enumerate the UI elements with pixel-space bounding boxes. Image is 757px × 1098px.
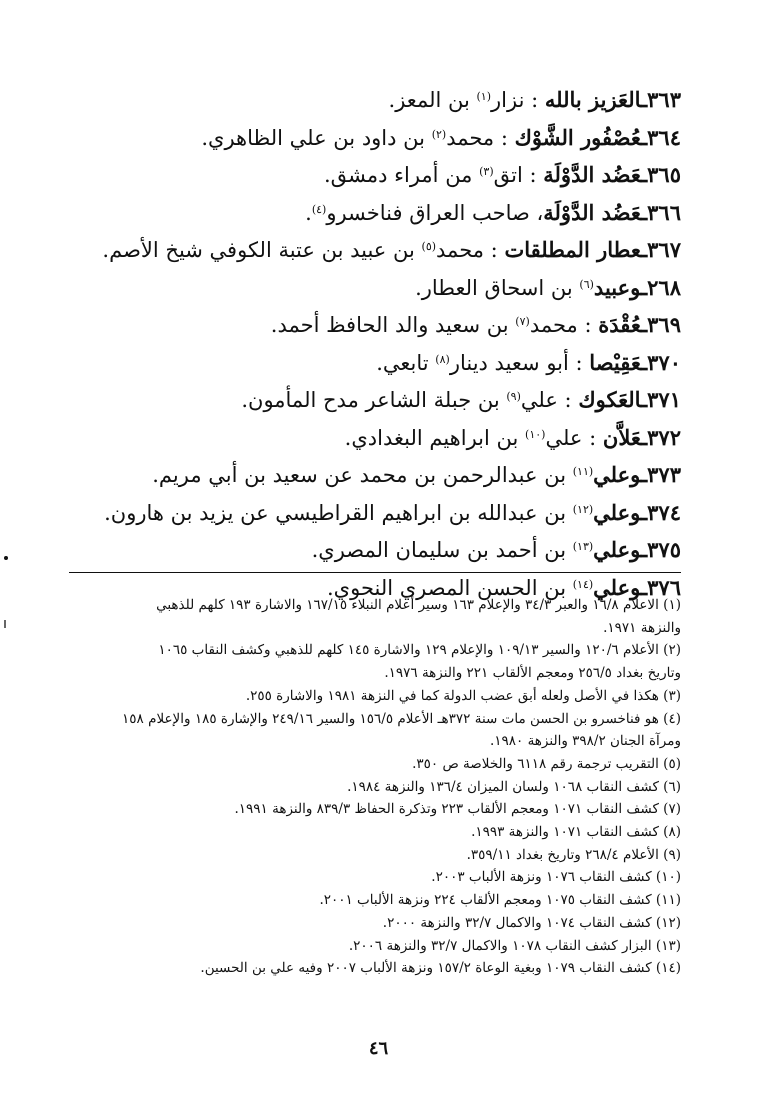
entry-number: ٣٧٠ـ (641, 349, 681, 375)
entry-text-before: صاحب العراق فناخسرو (326, 200, 530, 225)
entry-list (101, 78, 681, 603)
footnote-marker: (٧) (515, 315, 530, 328)
footnote-line: (٥) التقريب ترجمة رقم ٦١١٨ والخلاصة ص ٣٥٠. (412, 755, 681, 772)
footnote-marker: (١٠) (525, 427, 546, 441)
entry-text-before: أبو سعيد دينار (449, 350, 569, 375)
entry-text-after: . (305, 200, 312, 225)
entry-line (101, 78, 681, 116)
footnote-marker: (٤) (311, 202, 327, 216)
entry-text-before: علي (520, 388, 558, 412)
footnote-marker: (٨) (435, 352, 450, 366)
entry-text-after: بن سعيد والد الحافظ أحمد. (270, 313, 516, 337)
entry-line (101, 528, 681, 566)
entry-name: وعلي (593, 499, 641, 525)
entry-separator: : (577, 313, 599, 337)
footnote-line: (١٣) البزار كشف النقاب ١٠٧٨ والاكمال ٣٢/٧ والنزهة ٢٠٠٦. (348, 937, 681, 954)
margin-dot (4, 556, 8, 560)
footnote-marker: (٦) (579, 277, 594, 291)
footnote-line: (١٠) كشف النقاب ١٠٧٦ ونزهة الألباب ٢٠٠٣. (431, 869, 681, 886)
entry-separator: : (484, 238, 505, 262)
entry-text-before: محمد (529, 313, 578, 337)
entry-text-before: علي (545, 425, 583, 450)
entry-name: العَزيز بالله (544, 87, 641, 112)
entry-number: ٣٧١ـ (641, 387, 681, 412)
footnote-list (69, 594, 681, 980)
entry-line (101, 228, 681, 266)
entry-text-after: بن الحسن المصري النحوي. (326, 575, 573, 600)
entry-separator: : (568, 350, 590, 375)
entry-number: ٣٧٣ـ (641, 462, 681, 487)
footnote-line: ومرآة الجنان ٣٩٨/٢ والنزهة ١٩٨٠. (489, 733, 681, 750)
entry-text-after: بن المعز. (388, 88, 477, 112)
entry-name: عُقْدَة (598, 312, 641, 337)
footnote-marker: (١٤) (572, 577, 594, 591)
entry-separator: : (522, 163, 544, 187)
footnote-line: (١٤) كشف النقاب ١٠٧٩ وبغية الوعاة ١٥٧/٢ ونزهة الألباب ٢٠٠٧ وفيه علي بن الحسين. (200, 960, 681, 977)
entry-line (101, 378, 681, 416)
footnote-marker: (١) (476, 90, 492, 103)
footnote-line: (٦) كشف النقاب ١٠٦٨ ولسان الميزان ١٣٦/٤ والنزهة ١٩٨٤. (347, 778, 681, 795)
footnote-line: (٢) الأعلام ١٢٠/٦ والسير ١٠٩/١٣ والإعلام ١٢٩ والاشارة ١٤٥ كلهم للذهبي وكشف النقاب ١٠٦٥ (158, 642, 681, 659)
footnote-line: (٣) هكذا في الأصل ولعله أبق عضب الدولة كما في النزهة ١٩٨١ والاشارة ٢٥٥. (245, 687, 681, 704)
entry-name: عَلاَّن (602, 424, 641, 450)
entry-text-after: بن ابراهيم البغدادي. (344, 425, 526, 450)
entry-name: عطار المطلقات (504, 237, 641, 262)
footnote-line: والنزهة ١٩٧١. (603, 619, 681, 636)
page-number: ٤٦ (368, 1038, 389, 1059)
entry-name: عَضُد الدَّوْلَة (543, 162, 641, 187)
entry-name: عَضُد الدَّوْلَة (543, 199, 641, 225)
entry-number: ٣٧٥ـ (641, 537, 681, 562)
footnote-line: (١٢) كشف النقاب ١٠٧٤ والاكمال ٣٢/٧ والنزهة ٢٠٠٠. (382, 914, 681, 931)
footnote-line: (١١) كشف النقاب ١٠٧٥ ومعجم الألقاب ٢٢٤ ونزهة الألباب ٢٠٠١. (319, 892, 681, 909)
footnote-marker: (٩) (506, 390, 521, 403)
entry-text-before: محمد (446, 125, 495, 150)
entry-line (101, 266, 681, 304)
entry-number: ٣٦٥ـ (641, 162, 681, 187)
entry-text-after: بن عبيد بن عتبة الكوفي شيخ الأصم. (102, 238, 422, 262)
entry-number: ٣٦٩ـ (641, 312, 681, 337)
entry-text-after: بن جبلة الشاعر مدح المأمون. (241, 388, 507, 412)
footnote-line: (٤) هو فناخسرو بن الحسن مات سنة ٣٧٢هـ الأعلام ١٥٦/٥ والسير ٢٤٩/١٦ والإشارة ١٨٥ والإعلام ١٥٨ (122, 710, 681, 727)
entry-number: ٣٦٣ـ (641, 87, 681, 112)
entry-name: العَكوك (578, 387, 641, 412)
entry-number: ٣٧٤ـ (641, 499, 681, 525)
footnote-marker: (٥) (421, 240, 437, 253)
entry-number: ٢٦٨ـ (641, 274, 681, 300)
footnote-marker: (١١) (572, 465, 594, 478)
entry-text-after: بن عبدالله بن ابراهيم القراطيسي عن يزيد بن هارون. (104, 500, 573, 525)
entry-text-after: من أمراء دمشق. (323, 163, 480, 187)
entry-name: وعلي (593, 537, 641, 562)
entry-text-after: بن داود بن علي الظاهري. (201, 125, 432, 150)
entry-text-before: نزار (491, 88, 525, 112)
entry-line (101, 341, 681, 379)
entry-name: وعلي (593, 574, 641, 600)
entry-text-after: بن اسحاق العطار. (415, 275, 580, 300)
entry-line (101, 116, 681, 154)
entry-line (101, 416, 681, 454)
entry-number: ٣٧٢ـ (641, 424, 681, 450)
entry-text-before: محمد (436, 238, 484, 262)
entry-name: وعلي (593, 462, 641, 487)
entry-line (101, 303, 681, 341)
entry-line (101, 491, 681, 529)
entry-separator: : (557, 388, 579, 412)
footnote-line: (٧) كشف النقاب ١٠٧١ ومعجم الألقاب ٢٢٣ وتذكرة الحفاظ ٨٣٩/٣ والنزهة ١٩٩١. (234, 801, 681, 818)
entry-name: عُصْفُور الشَّوْك (514, 124, 641, 150)
entry-number: ٣٦٦ـ (641, 199, 681, 225)
margin-tick (4, 620, 6, 628)
entry-separator: : (524, 88, 545, 112)
entry-number: ٣٦٧ـ (641, 237, 681, 262)
entry-number: ٣٧٦ـ (641, 574, 681, 600)
entry-text-after: بن عبدالرحمن بن محمد عن سعيد بن أبي مريم. (152, 463, 573, 487)
footnote-line: وتاريخ بغداد ٢٥٦/٥ ومعجم الألقاب ٢٢١ والنزهة ١٩٧٦. (384, 665, 681, 682)
entry-line (101, 191, 681, 229)
footnote-marker: (١٢) (572, 502, 594, 516)
footnote-marker: (٣) (479, 165, 494, 178)
entry-separator: ، (529, 200, 544, 225)
entry-separator: : (494, 125, 515, 150)
footnote-marker: (٢) (431, 127, 447, 141)
entry-name: وعبيد (593, 274, 641, 300)
entry-line (101, 153, 681, 191)
footnote-divider (69, 572, 681, 573)
entry-separator: : (582, 425, 603, 450)
entry-number: ٣٦٤ـ (641, 124, 681, 150)
entry-line (101, 453, 681, 491)
entry-name: عَقِيْصا (589, 349, 641, 375)
footnote-line: (١) الاعلام ١٦/٨ والعبر ٣٤/٣ والإعلام ١٦٣ وسير أعلام النبلاء ١٦٧/١٥ والاشارة ١٩٣ كلهم للذهبي (156, 597, 681, 613)
footnote-line: (٨) كشف النقاب ١٠٧١ والنزهة ١٩٩٣. (471, 824, 681, 841)
footnote-line: (٩) الأعلام ٢٦٨/٤ وتاريخ بغداد ٣٥٩/١١. (466, 846, 681, 863)
entry-text-after: بن أحمد بن سليمان المصري. (311, 538, 573, 562)
entry-text-after: تابعي. (376, 350, 436, 375)
footnote-marker: (١٣) (572, 540, 594, 553)
entry-text-before: اتق (493, 163, 523, 187)
